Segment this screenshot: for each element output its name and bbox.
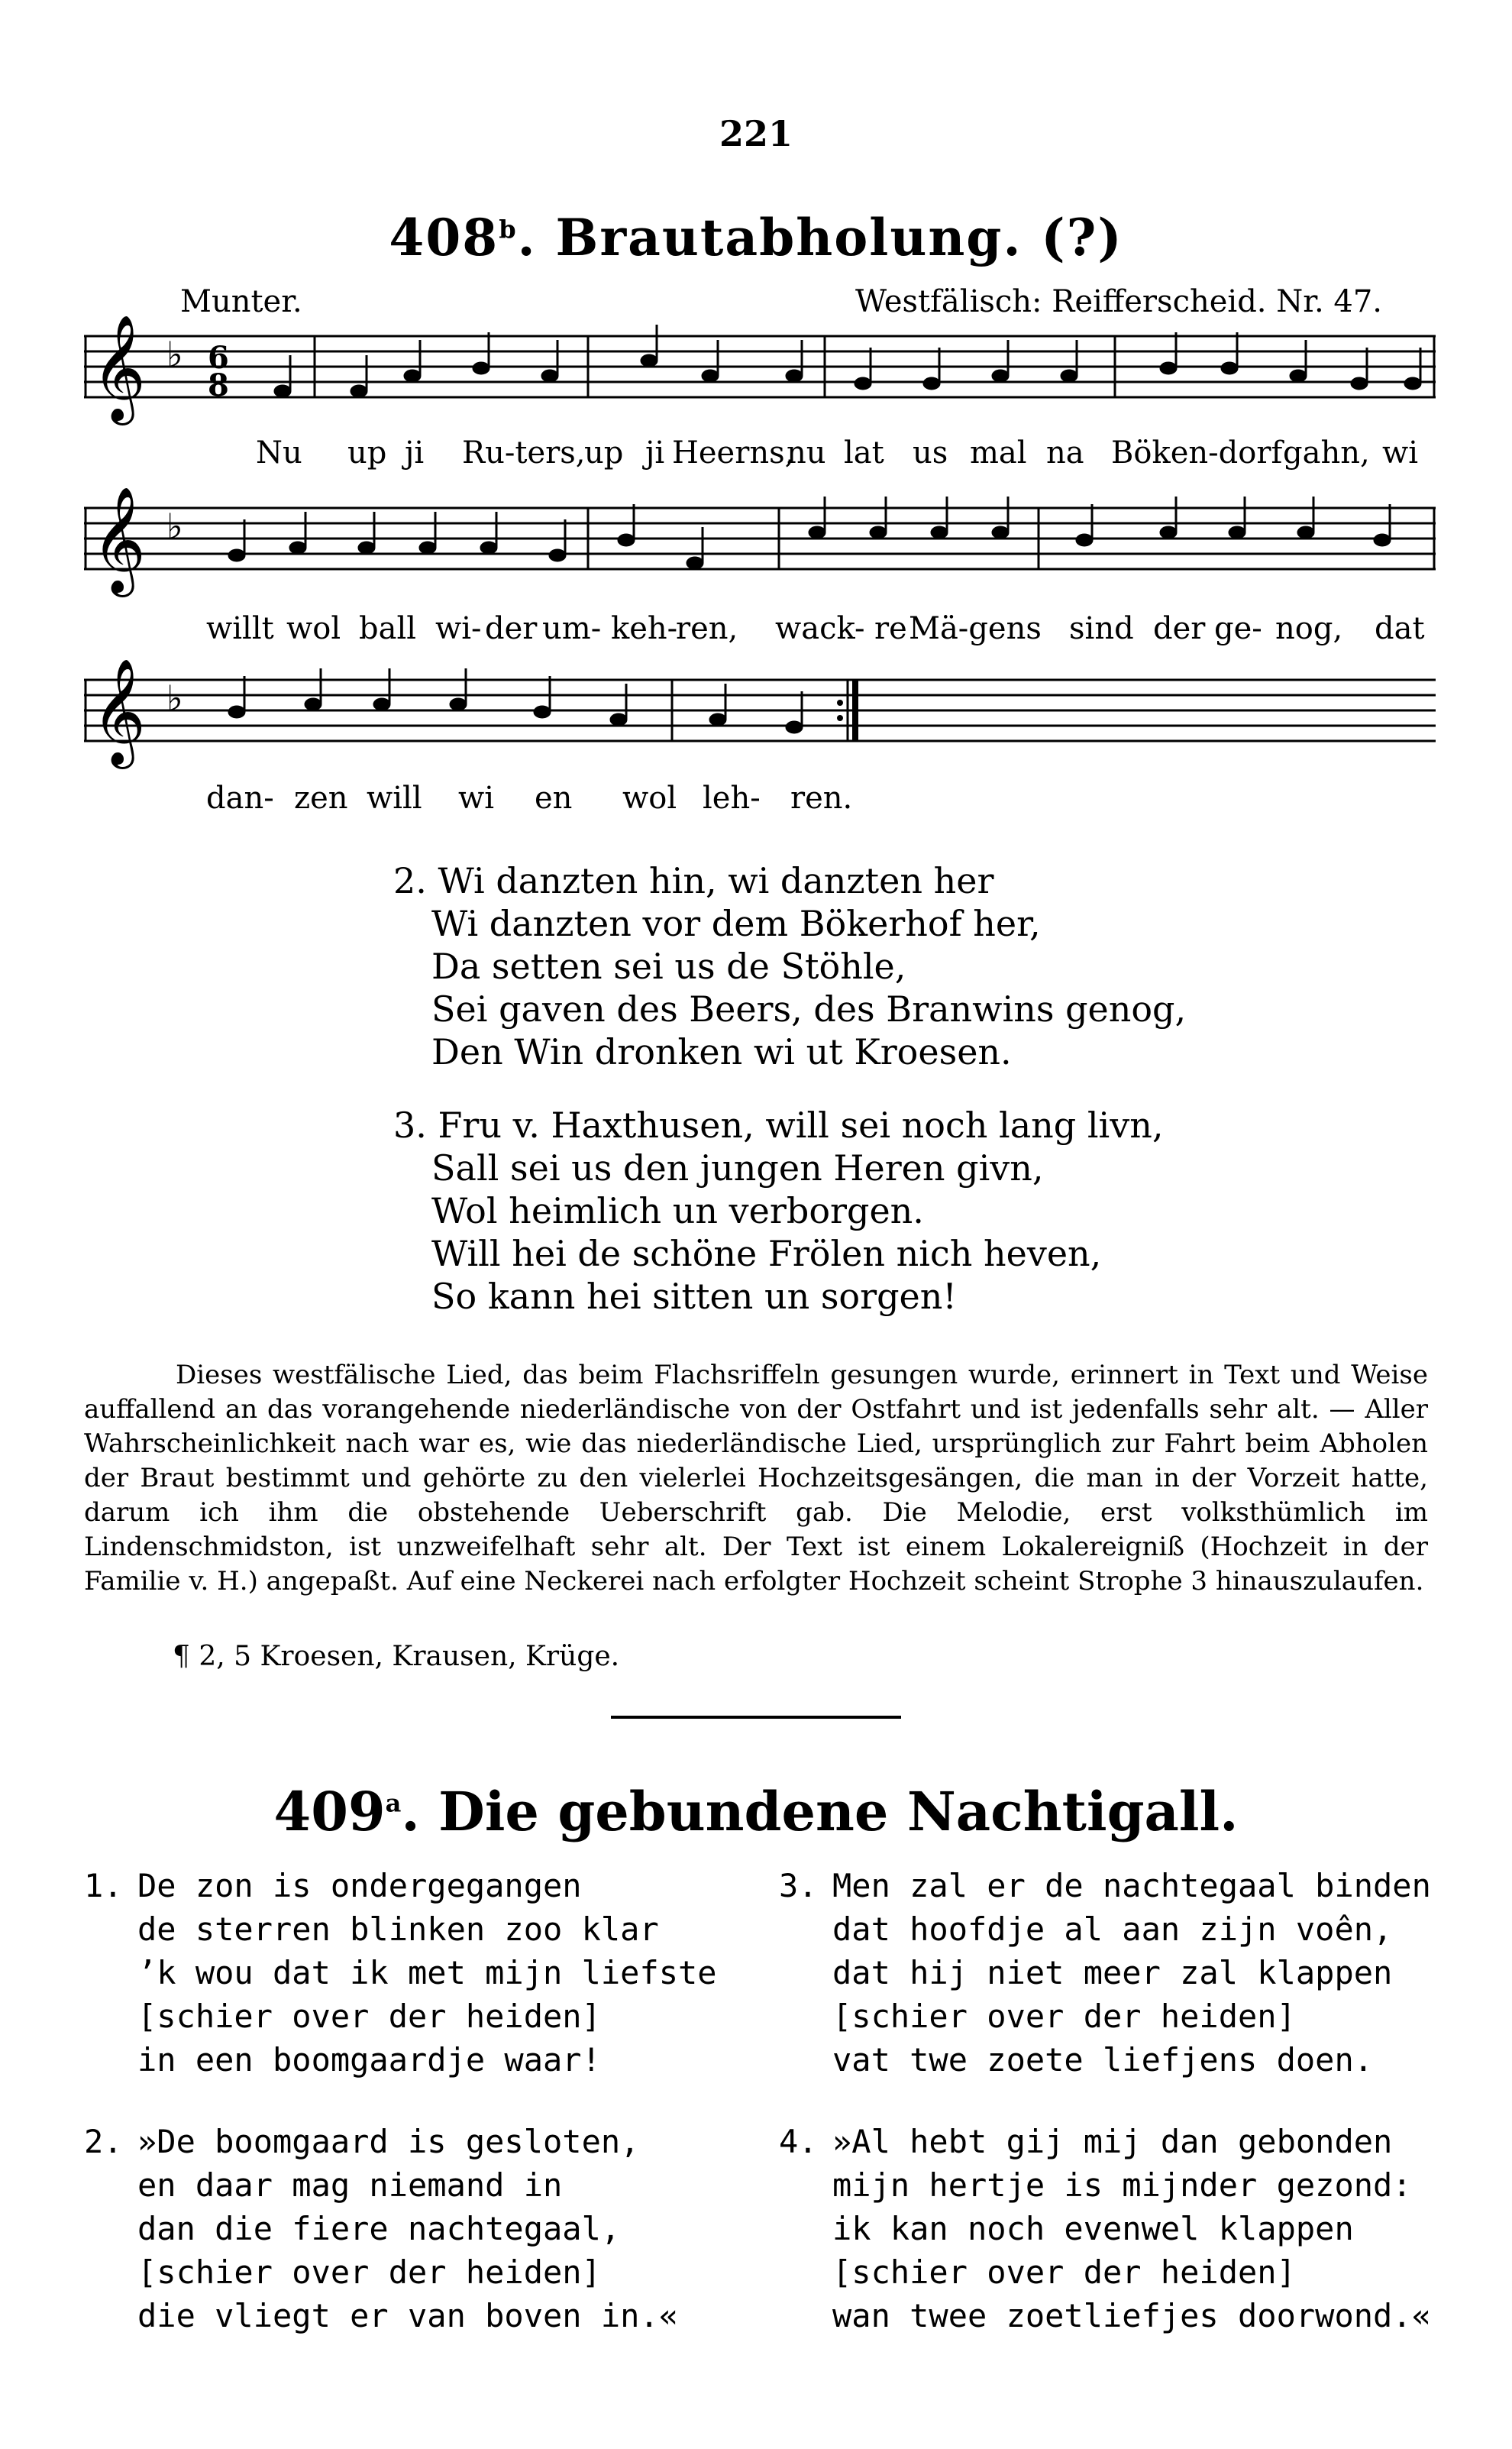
stanza-line: Sei gaven des Beers, des Branwins genog, [431, 988, 1187, 1030]
lyric-syllable: Heerns, [672, 435, 795, 471]
lyric-syllable: ji [405, 435, 425, 471]
lyrics-line-2 [84, 611, 1436, 649]
stanza-number: 1. [84, 1867, 123, 1904]
lyric-syllable: mal [970, 435, 1027, 471]
song-number-suffix: b [499, 215, 518, 244]
lyric-syllable: sind [1069, 611, 1134, 646]
stanza-line: Wi danzten vor dem Bökerhof her, [431, 903, 1041, 944]
lyrics-line-1 [84, 435, 1436, 474]
lyric-syllable: up [584, 435, 624, 471]
tempo-marking: Munter. [180, 284, 302, 319]
stanza-line: de sterren blinken zoo klar [137, 1910, 659, 1948]
stanza-line: wan twee zoetliefjes doorwond.« [832, 2297, 1431, 2334]
song-title: Brautabholung. [555, 208, 1023, 267]
stanza-line: dan die fiere nachtegaal, [137, 2210, 621, 2247]
song-title-408b: 408$^b$. Brautabholung. (?) [389, 208, 1123, 267]
dutch-stanza-3 [779, 1864, 1431, 2082]
lyric-syllable: ball [359, 611, 417, 646]
stanza-number: 2. [84, 2123, 123, 2160]
page-number: 221 [719, 113, 793, 154]
stanza-line: Da setten sei us de Stöhle, [431, 946, 906, 987]
source-reference: Westfälisch: Reifferscheid. Nr. 47. [855, 284, 1382, 319]
stanza-line: De zon is ondergegangen [137, 1867, 582, 1904]
lyric-syllable: dat [1375, 611, 1425, 646]
stanza-number: 4. [779, 2123, 818, 2160]
lyric-syllable: gahn, [1283, 435, 1370, 471]
lyric-syllable: Ru-ters, [462, 435, 586, 471]
lyric-syllable: nog, [1275, 611, 1343, 646]
stanza-line: die vliegt er van boven in.« [137, 2297, 679, 2334]
dutch-stanza-1 [84, 1864, 717, 2082]
stanza-line: in een boomgaardje waar! [137, 2041, 601, 2079]
section-divider [611, 1716, 901, 1719]
lyric-syllable: will [367, 781, 422, 816]
stanza-line: [schier over der heiden] [137, 2253, 601, 2291]
treble-clef-icon: 𝄞 [92, 658, 146, 765]
stanza-line: Wol heimlich un verborgen. [431, 1190, 924, 1231]
stanza-line: So kann hei sitten un sorgen! [431, 1276, 957, 1317]
lyric-syllable: Böken-dorf [1111, 435, 1283, 471]
lyric-syllable: lat [844, 435, 884, 471]
stanza-line: en daar mag niemand in [137, 2166, 563, 2204]
lyric-syllable: ji [645, 435, 665, 471]
music-staff-1 [84, 313, 1436, 428]
flat-icon: ♭ [166, 334, 183, 375]
lyric-syllable: um- [542, 611, 602, 646]
lyric-syllable: zen [294, 781, 348, 816]
lyric-syllable: ren, [676, 611, 738, 646]
lyric-syllable: re [874, 611, 907, 646]
stanza-line: [schier over der heiden] [832, 1998, 1296, 2035]
dutch-stanza-4 [779, 2120, 1431, 2337]
lyric-syllable: wack- [775, 611, 865, 646]
song-title-409a: 409$^a$. Die gebundene Nachtigall. [273, 1780, 1239, 1843]
lyric-syllable: der [1153, 611, 1206, 646]
dutch-stanza-2 [84, 2120, 678, 2337]
stanza-line: Den Win dronken wi ut Kroesen. [431, 1031, 1012, 1072]
lyric-syllable: na [1046, 435, 1084, 471]
lyric-syllable: wi [458, 781, 495, 816]
stanza-2 [393, 859, 1186, 1073]
stanza-line: ik kan noch evenwel klappen [832, 2210, 1354, 2247]
stanza-line: [schier over der heiden] [137, 1998, 601, 2035]
lyric-syllable: wol [286, 611, 341, 646]
variant-reading: ¶ 2, 5 Kroesen, Krausen, Krüge. [173, 1641, 620, 1672]
lyrics-line-3 [84, 781, 1436, 819]
treble-clef-icon: 𝄞 [92, 315, 146, 421]
stanza-line: Sall sei us den jungen Heren givn, [431, 1147, 1044, 1189]
lyric-syllable: dan- [206, 781, 274, 816]
music-staff-2 [84, 485, 1436, 600]
song-title: Die gebundene Nachtigall. [438, 1780, 1239, 1843]
time-sig-bottom: 8 [208, 367, 229, 403]
stanza-line: [schier over der heiden] [832, 2253, 1296, 2291]
lyric-syllable: nu [787, 435, 826, 471]
lyric-syllable: Nu [256, 435, 302, 471]
stanza-line: Will hei de schöne Frölen nich heven, [431, 1233, 1102, 1274]
stanza-line: 3. Fru v. Haxthusen, will sei noch lang livn, [393, 1105, 1164, 1146]
stanza-line: 2. Wi danzten hin, wi danzten her [393, 860, 994, 901]
lyric-syllable: wi [1382, 435, 1419, 471]
flat-icon: ♭ [166, 506, 183, 547]
lyric-syllable: wol [622, 781, 677, 816]
lyric-syllable: us [913, 435, 948, 471]
lyric-syllable: wi- [435, 611, 482, 646]
lyric-syllable: en [535, 781, 573, 816]
treble-clef-icon: 𝄞 [92, 487, 146, 593]
commentary-note: Dieses westfälische Lied, das beim Flachsriffeln gesungen wurde, erinnert in Text und Weise auffallend an das vorangehende niederländische von der Ostfahrt und ist jedenfalls sehr alt. — Aller Wahrscheinlichkeit nach war es, wie das niederländische Lied, ursprünglich zur Fahrt beim Abholen der Braut bestimmt und gehörte zu den vielerlei Hochzeitsgesängen, die man in der Vorzeit hatte, darum ich ihm die obstehende Ueberschrift gab. Die Melodie, erst volksthümlich im Lindenschmidston, ist unzweifelhaft sehr alt. Der Text ist einem Lokalereigniß (Hochzeit in der Familie v. H.) angepaßt. Auf eine Neckerei nach erfolgter Hochzeit scheint Strophe 3 hinauszulaufen. [84, 1360, 1428, 1597]
stanza-line: »Al hebt gij mij dan gebonden [832, 2123, 1393, 2160]
lyric-syllable: keh- [611, 611, 678, 646]
stanza-line: Men zal er de nachtegaal binden [832, 1867, 1431, 1904]
flat-icon: ♭ [166, 678, 183, 719]
stanza-line: dat hoofdje al aan zijn voên, [832, 1910, 1393, 1948]
song-number-suffix: a [385, 1788, 402, 1818]
lyric-syllable: ge- [1214, 611, 1262, 646]
song-title-note: (?) [1041, 208, 1123, 267]
stanza-3 [393, 1104, 1163, 1318]
song-number: 408 [389, 208, 499, 267]
lyric-syllable: up [347, 435, 387, 471]
music-staff-3 [84, 657, 1436, 772]
song-number: 409 [273, 1780, 386, 1843]
time-sig-top: 6 [208, 340, 229, 376]
stanza-line: dat hij niet meer zal klappen [832, 1954, 1393, 1991]
stanza-number: 3. [779, 1867, 818, 1904]
lyric-syllable: Mä-gens [909, 611, 1042, 646]
lyric-syllable: leh- [703, 781, 761, 816]
stanza-line: mijn hertje is mijnder gezond: [832, 2166, 1412, 2204]
lyric-syllable: der [485, 611, 538, 646]
stanza-line: vat twe zoete liefjens doen. [832, 2041, 1374, 2079]
lyric-syllable: ren. [790, 781, 853, 816]
stanza-line: ’k wou dat ik met mijn liefste [137, 1954, 717, 1991]
lyric-syllable: willt [206, 611, 274, 646]
stanza-line: »De boomgaard is gesloten, [137, 2123, 640, 2160]
